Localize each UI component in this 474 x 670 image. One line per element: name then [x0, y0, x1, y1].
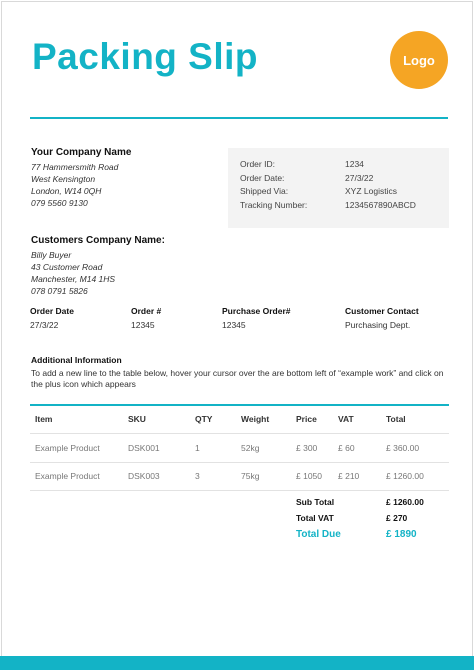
table-header-sku: SKU: [128, 414, 146, 424]
order-info-box: [228, 148, 449, 228]
table-cell-price: £ 1050: [296, 471, 322, 481]
meta-header-purchase-order: Purchase Order#: [222, 306, 291, 316]
table-cell-item: Example Product: [35, 471, 100, 481]
meta-value-order-number: 12345: [131, 320, 155, 330]
table-header-price: Price: [296, 414, 317, 424]
total-due-value: £ 1890: [386, 529, 417, 540]
shipped-via-label: Shipped Via:: [240, 186, 289, 196]
table-row-divider: [30, 433, 449, 434]
table-cell-price: £ 300: [296, 443, 318, 453]
table-header-weight: Weight: [241, 414, 270, 424]
table-header-qty: QTY: [195, 414, 213, 424]
customer-heading: Customers Company Name:: [31, 235, 165, 246]
table-cell-item: Example Product: [35, 443, 100, 453]
meta-value-purchase-order: 12345: [222, 320, 246, 330]
table-cell-sku: DSK003: [128, 471, 160, 481]
table-cell-total: £ 360.00: [386, 443, 420, 453]
table-cell-qty: 1: [195, 443, 200, 453]
logo: Logo: [390, 31, 448, 89]
additional-info-heading: Additional Information: [31, 355, 122, 365]
company-address-line: West Kensington: [31, 174, 96, 184]
company-address-line: London, W14 0QH: [31, 186, 102, 196]
table-cell-total: £ 1260.00: [386, 471, 424, 481]
meta-value-customer-contact: Purchasing Dept.: [345, 320, 411, 330]
tracking-number-label: Tracking Number:: [240, 200, 308, 210]
meta-header-order-number: Order #: [131, 306, 162, 316]
company-phone: 079 5560 9130: [31, 198, 88, 208]
total-vat-value: £ 270: [386, 513, 408, 523]
table-cell-vat: £ 210: [338, 471, 360, 481]
table-header-vat: VAT: [338, 414, 354, 424]
customer-contact-name: Billy Buyer: [31, 250, 72, 260]
table-top-border: [30, 404, 449, 406]
company-address: [31, 147, 131, 209]
footer-accent-bar: [0, 656, 474, 670]
company-address-line: 77 Hammersmith Road: [31, 162, 119, 172]
customer-address-line: Manchester, M14 1HS: [31, 274, 116, 284]
shipped-via-value: XYZ Logistics: [345, 186, 397, 196]
total-vat-label: Total VAT: [296, 513, 334, 523]
tracking-number-value: 1234567890ABCD: [345, 200, 416, 210]
header-divider: [30, 117, 448, 119]
table-cell-weight: 52kg: [241, 443, 260, 453]
meta-value-order-date: 27/3/22: [30, 320, 59, 330]
page-title: Packing Slip: [32, 36, 259, 77]
customer-address-line: 43 Customer Road: [31, 262, 103, 272]
meta-header-customer-contact: Customer Contact: [345, 306, 419, 316]
customer-phone: 078 0791 5826: [31, 286, 88, 296]
table-cell-qty: 3: [195, 471, 200, 481]
table-row-divider: [30, 462, 449, 463]
order-date-label: Order Date:: [240, 173, 285, 183]
table-row-divider: [30, 490, 449, 491]
order-date-value: 27/3/22: [345, 173, 374, 183]
table-cell-weight: 75kg: [241, 471, 260, 481]
customer-address: [31, 235, 165, 297]
table-header-total: Total: [386, 414, 406, 424]
total-due-label: Total Due: [296, 529, 341, 540]
subtotal-value: £ 1260.00: [386, 497, 424, 507]
subtotal-label: Sub Total: [296, 497, 335, 507]
table-cell-sku: DSK001: [128, 443, 160, 453]
table-cell-vat: £ 60: [338, 443, 355, 453]
meta-header-order-date: Order Date: [30, 306, 74, 316]
order-id-value: 1234: [345, 159, 364, 169]
packing-slip-page: [1, 1, 473, 669]
additional-info-text: To add a new line to the table below, hover your cursor over the are bottom left of “example work” and click on the plus icon which appears: [31, 368, 444, 389]
table-header-item: Item: [35, 414, 53, 424]
order-id-label: Order ID:: [240, 159, 275, 169]
company-name: Your Company Name: [31, 147, 132, 158]
